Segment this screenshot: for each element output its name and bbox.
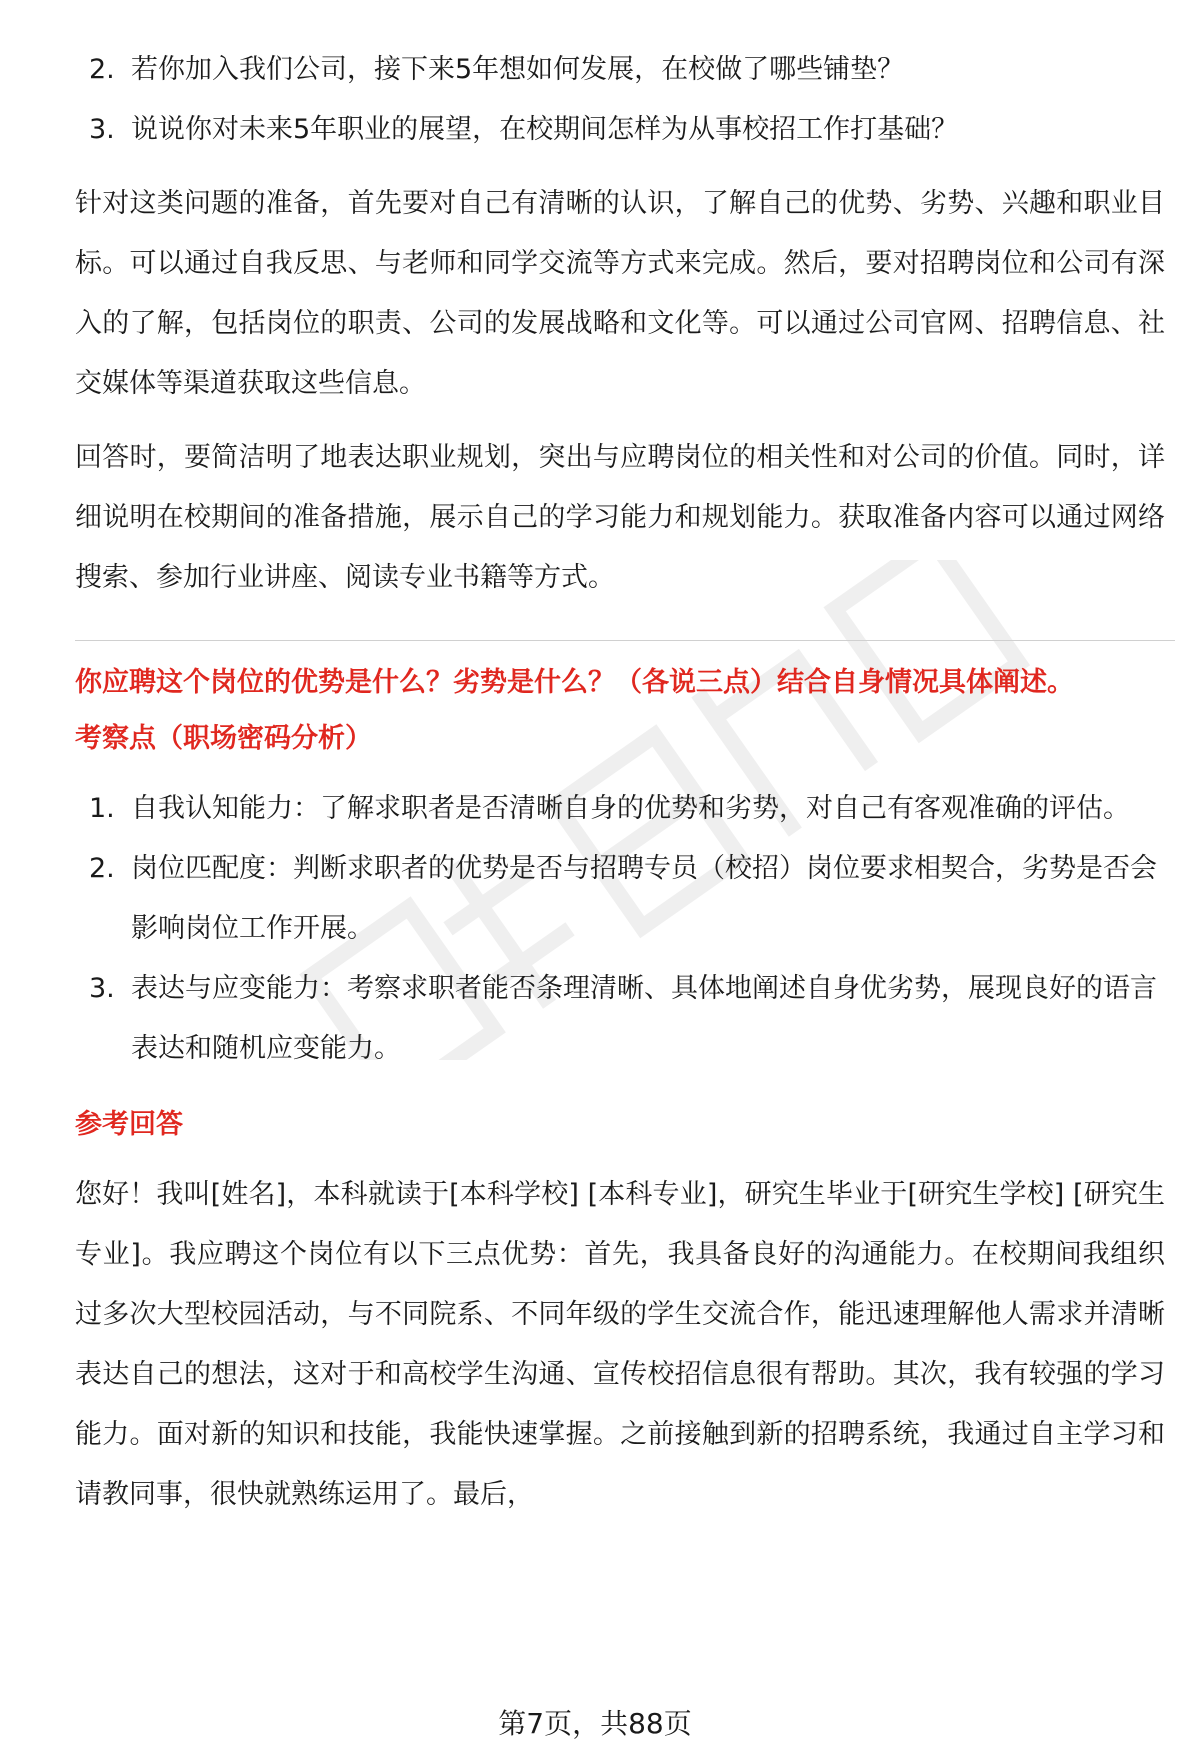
list-text: 表达与应变能力：考察求职者能否条理清晰、具体地阐述自身优劣势，展现良好的语言表达和随机应变能力。 (131, 973, 1157, 1064)
page-footer: 第7页，共88页 (498, 1707, 692, 1740)
list-item (75, 100, 1165, 160)
kaochadian-list (75, 779, 1165, 1079)
list-text: 岗位匹配度：判断求职者的优势是否与招聘专员（校招）岗位要求相契合，劣势是否会影响岗位工作开展。 (131, 853, 1157, 944)
list-item (75, 839, 1165, 959)
list-number: 3. (89, 973, 115, 1004)
answer-heading: 参考回答 (75, 1109, 183, 1140)
content-area (75, 40, 1165, 1525)
list-number: 2. (89, 853, 115, 884)
list-text: 若你加入我们公司，接下来5年想如何发展，在校做了哪些铺垫？ (131, 54, 905, 85)
list-item (75, 779, 1165, 839)
paragraph-preparation: 针对这类问题的准备，首先要对自己有清晰的认识，了解自己的优势、劣势、兴趣和职业目标。可以通过自我反思、与老师和同学交流等方式来完成。然后，要对招聘岗位和公司有深入的了解，包括岗位的职责、公司的发展战略和文化等。可以通过公司官网、招聘信息、社交媒体等渠道获取这些信息。 (75, 188, 1165, 399)
paragraph-answering: 回答时，要简洁明了地表达职业规划，突出与应聘岗位的相关性和对公司的价值。同时，详细说明在校期间的准备措施，展示自己的学习能力和规划能力。获取准备内容可以通过网络搜索、参加行业讲座、阅读专业书籍等方式。 (75, 442, 1165, 593)
list-text: 自我认知能力：了解求职者是否清晰自身的优势和劣势，对自己有客观准确的评估。 (131, 793, 1130, 824)
list-number: 3. (89, 114, 115, 145)
list-text: 说说你对未来5年职业的展望，在校期间怎样为从事校招工作打基础？ (131, 114, 959, 145)
kaochadian-heading: 考察点（职场密码分析） (75, 723, 372, 754)
answer-paragraph: 您好！我叫[姓名]，本科就读于[本科学校] [本科专业]，研究生毕业于[研究生学校] [研究生专业]。我应聘这个岗位有以下三点优势：首先，我具备良好的沟通能力。在校期间我组织过多次大型校园活动，与不同院系、不同年级的学生交流合作，能迅速理解他人需求并清晰表达自己的想法，这对于和高校学生沟通、宣传校招信息很有帮助。其次，我有较强的学习能力。面对新的知识和技能，我能快速掌握。之前接触到新的招聘系统，我通过自主学习和请教同事，很快就熟练运用了。最后， (75, 1179, 1165, 1510)
list-number: 1. (89, 793, 115, 824)
list-item (75, 40, 1165, 100)
question-heading: 你应聘这个岗位的优势是什么？劣势是什么？（各说三点）结合自身情况具体阐述。 (75, 667, 1074, 698)
list-number: 2. (89, 54, 115, 85)
list-item (75, 959, 1165, 1079)
question-list (75, 40, 1165, 160)
